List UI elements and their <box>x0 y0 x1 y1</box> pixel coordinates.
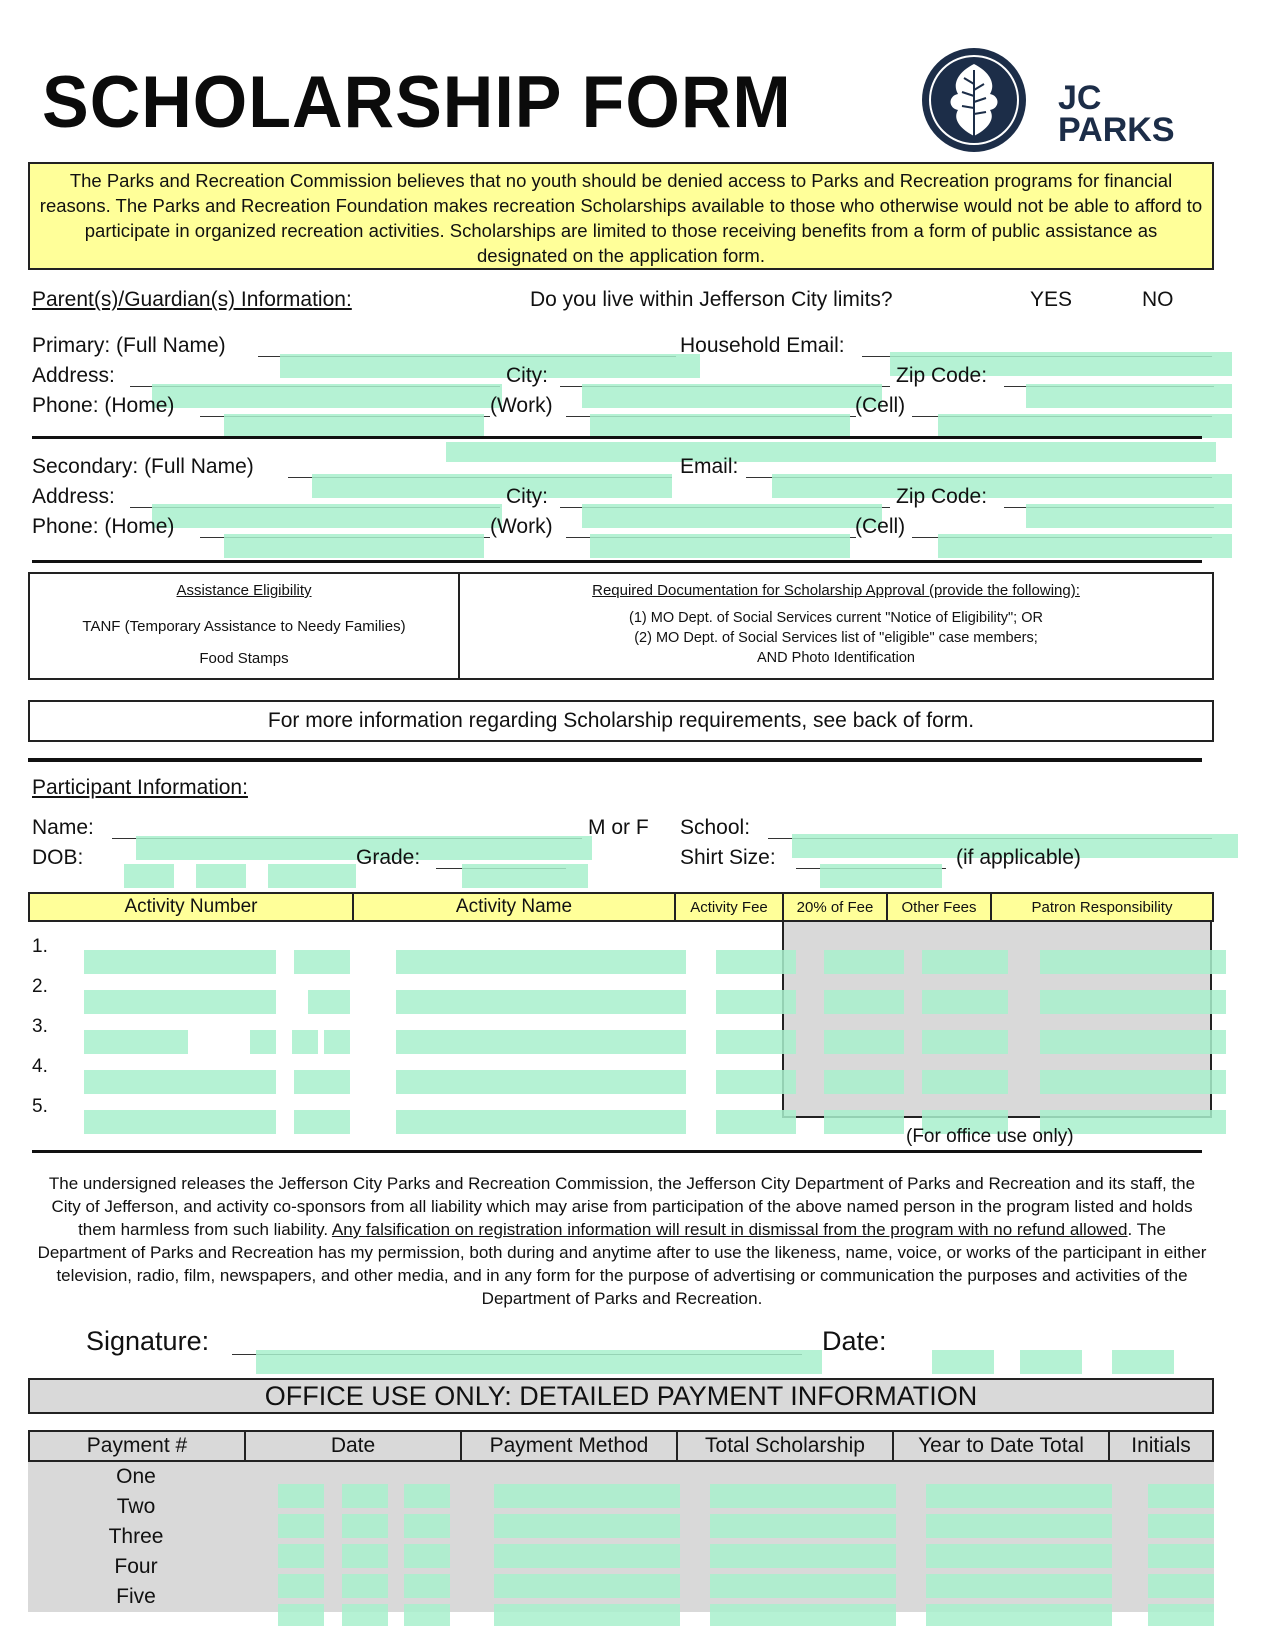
twenty-percent-field[interactable] <box>824 1110 904 1134</box>
total-scholarship-field[interactable] <box>710 1574 896 1598</box>
activity-name-field[interactable] <box>396 990 686 1014</box>
gender-label: M or F <box>588 816 649 839</box>
row-number: 3. <box>32 1016 48 1037</box>
secondary-name-field[interactable] <box>312 474 672 498</box>
secondary-phone-work-field[interactable] <box>590 534 850 558</box>
secondary-zip-field[interactable] <box>1026 504 1232 528</box>
school-label: School: <box>680 816 751 839</box>
primary-phone-home-label: Phone: (Home) <box>32 394 175 417</box>
logo-line-jc: JC <box>1058 79 1102 117</box>
row-number: 1. <box>32 936 48 957</box>
activity-number-field[interactable] <box>84 990 276 1014</box>
secondary-email-label: Email: <box>680 455 739 478</box>
payment-row-label: One <box>116 1465 156 1488</box>
logo-line-parks: PARKS <box>1058 111 1175 149</box>
city-limits-question: Do you live within Jefferson City limits? <box>530 288 893 311</box>
liability-release-text <box>32 1172 1212 1310</box>
primary-work-label: (Work) <box>490 394 553 417</box>
grade-field[interactable] <box>462 864 588 888</box>
primary-zip-label: Zip Code: <box>896 364 988 387</box>
activity-section-field[interactable] <box>294 950 350 974</box>
documentation-item: (2) MO Dept. of Social Services list of "eligible" case members; <box>634 630 1038 646</box>
secondary-work-label: (Work) <box>490 515 553 538</box>
secondary-phone-cell-field[interactable] <box>938 534 1232 558</box>
payment-date-field[interactable] <box>404 1604 450 1626</box>
office-use-title: OFFICE USE ONLY: DETAILED PAYMENT INFORMATION <box>28 1378 1214 1414</box>
payment-date-field[interactable] <box>404 1574 450 1598</box>
activity-name-field[interactable] <box>396 1030 686 1054</box>
dob-month-field[interactable] <box>124 864 174 888</box>
activity-name-field[interactable] <box>396 1070 686 1094</box>
documentation-list <box>460 608 1212 668</box>
other-fees-field[interactable] <box>922 990 1008 1014</box>
secondary-city-label: City: <box>506 485 548 508</box>
participant-name-label: Name: <box>32 816 94 839</box>
payment-date-field[interactable] <box>342 1604 388 1626</box>
media-permission-text: . The Department of Parks and Recreation has my permission, both during and anytime after to use the likeness, name, voice, or works of the participant in either television, radio, film, newspapers, and other media, and in any form for the purpose of advertising or communication the purposes and activities of the Department of Parks and Recreation. <box>37 1220 1207 1308</box>
documentation-item: (1) MO Dept. of Social Services current "Notice of Eligibility"; OR <box>628 610 1043 626</box>
patron-responsibility-field[interactable] <box>1040 950 1226 974</box>
eligibility-item: Food Stamps <box>199 650 289 667</box>
section-divider <box>28 758 1202 762</box>
participant-heading: Participant Information: <box>32 776 248 799</box>
payment-table-header <box>28 1430 1214 1462</box>
office-use-note: (For office use only) <box>906 1126 1074 1147</box>
patron-responsibility-field[interactable] <box>1040 1030 1226 1054</box>
row-number: 4. <box>32 1056 48 1077</box>
secondary-zip-label: Zip Code: <box>896 485 988 508</box>
col-payment-date: Date <box>246 1432 462 1460</box>
activity-number-field[interactable] <box>84 950 276 974</box>
household-email-label: Household Email: <box>680 334 845 357</box>
activity-section-field[interactable] <box>324 1030 350 1054</box>
activity-number-field[interactable] <box>84 1070 276 1094</box>
payment-date-field[interactable] <box>342 1514 388 1538</box>
activity-number-field[interactable] <box>84 1030 188 1054</box>
extra-field-row[interactable] <box>446 442 1216 462</box>
year-to-date-field[interactable] <box>926 1574 1112 1598</box>
documentation-item: AND Photo Identification <box>757 650 915 666</box>
activity-table-header <box>28 892 1214 922</box>
initials-field[interactable] <box>1148 1574 1214 1598</box>
signature-label: Signature: <box>86 1326 210 1356</box>
payment-date-field[interactable] <box>404 1484 450 1508</box>
payment-method-field[interactable] <box>494 1544 680 1568</box>
secondary-address-label: Address: <box>32 485 115 508</box>
payment-date-field[interactable] <box>404 1544 450 1568</box>
other-fees-field[interactable] <box>922 1030 1008 1054</box>
secondary-cell-label: (Cell) <box>855 515 906 538</box>
activity-fee-field[interactable] <box>716 1070 796 1094</box>
col-other-fees: Other Fees <box>888 894 992 920</box>
secondary-city-field[interactable] <box>582 504 882 528</box>
total-scholarship-field[interactable] <box>710 1514 896 1538</box>
signature-date-day[interactable] <box>1020 1350 1082 1374</box>
signature-date-year[interactable] <box>1112 1350 1174 1374</box>
other-fees-field[interactable] <box>922 950 1008 974</box>
section-divider <box>32 560 1202 563</box>
other-fees-field[interactable] <box>922 1070 1008 1094</box>
signature-field[interactable] <box>256 1350 822 1374</box>
col-year-to-date: Year to Date Total <box>894 1432 1110 1460</box>
col-activity-number: Activity Number <box>30 894 354 920</box>
col-patron-responsibility: Patron Responsibility <box>1031 898 1173 916</box>
primary-address-field[interactable] <box>152 384 502 408</box>
dob-day-field[interactable] <box>196 864 246 888</box>
form-title: SCHOLARSHIP FORM <box>42 61 792 143</box>
activity-name-field[interactable] <box>396 950 686 974</box>
guardian-heading: Parent(s)/Guardian(s) Information: <box>32 288 352 311</box>
dob-label: DOB: <box>32 846 84 869</box>
dob-year-field[interactable] <box>268 864 356 888</box>
signature-date-month[interactable] <box>932 1350 994 1374</box>
primary-zip-field[interactable] <box>1026 384 1232 408</box>
twenty-percent-field[interactable] <box>824 1070 904 1094</box>
more-info-box: For more information regarding Scholarship requirements, see back of form. <box>28 700 1214 742</box>
shirt-size-field[interactable] <box>820 864 942 888</box>
payment-date-field[interactable] <box>342 1484 388 1508</box>
activity-section-field[interactable] <box>292 1030 318 1054</box>
primary-name-field[interactable] <box>280 354 700 378</box>
total-scholarship-field[interactable] <box>710 1484 896 1508</box>
payment-method-field[interactable] <box>494 1604 680 1626</box>
initials-field[interactable] <box>1148 1514 1214 1538</box>
secondary-address-field[interactable] <box>152 504 502 528</box>
eligibility-item: TANF (Temporary Assistance to Needy Families) <box>82 618 406 635</box>
payment-date-field[interactable] <box>278 1514 324 1538</box>
twenty-percent-field[interactable] <box>824 950 904 974</box>
payment-method-field[interactable] <box>494 1574 680 1598</box>
col-payment-method: Payment Method <box>462 1432 678 1460</box>
secondary-name-label: Secondary: (Full Name) <box>32 455 254 478</box>
primary-phone-cell-field[interactable] <box>938 414 1232 438</box>
initials-field[interactable] <box>1148 1484 1214 1508</box>
payment-method-field[interactable] <box>494 1514 680 1538</box>
payment-row-label: Two <box>116 1495 156 1518</box>
activity-fee-field[interactable] <box>716 950 796 974</box>
payment-method-field[interactable] <box>494 1484 680 1508</box>
row-number: 2. <box>32 976 48 997</box>
total-scholarship-field[interactable] <box>710 1544 896 1568</box>
primary-address-label: Address: <box>32 364 115 387</box>
section-divider <box>32 1150 1202 1153</box>
row-number: 5. <box>32 1096 48 1117</box>
primary-city-label: City: <box>506 364 548 387</box>
col-activity-name: Activity Name <box>354 894 676 920</box>
col-payment-number: Payment # <box>30 1432 246 1460</box>
activity-fee-field[interactable] <box>716 990 796 1014</box>
falsification-warning: Any falsification on registration information will result in dismissal from the program with no refund allowed <box>331 1220 1128 1239</box>
date-label: Date: <box>822 1326 887 1356</box>
payment-row-label: Three <box>108 1525 164 1548</box>
section-divider <box>32 436 1202 439</box>
col-total-scholarship: Total Scholarship <box>678 1432 894 1460</box>
payment-date-field[interactable] <box>278 1484 324 1508</box>
initials-field[interactable] <box>1148 1604 1214 1626</box>
primary-phone-home-field[interactable] <box>224 414 484 438</box>
activity-fee-field[interactable] <box>716 1110 796 1134</box>
grade-label: Grade: <box>356 846 421 869</box>
payment-date-field[interactable] <box>342 1574 388 1598</box>
activity-number-field[interactable] <box>84 1110 276 1134</box>
patron-responsibility-field[interactable] <box>1040 1070 1226 1094</box>
payment-date-field[interactable] <box>404 1514 450 1538</box>
documentation-heading: Required Documentation for Scholarship Approval (provide the following): <box>592 582 1080 599</box>
twenty-percent-field[interactable] <box>824 1030 904 1054</box>
year-to-date-field[interactable] <box>926 1484 1112 1508</box>
secondary-email-field[interactable] <box>772 474 1232 498</box>
activity-section-field[interactable] <box>294 1070 350 1094</box>
col-activity-fee: Activity Fee <box>676 894 784 920</box>
liability-text: The undersigned releases the Jefferson City Parks and Recreation Commission, the Jefferson City Department of Parks and Recreation and its staff, the City of Jefferson, and activity co-sponsors from all liability which may arise from participation of the above named person in the program listed and holds them harmless from such liability. <box>48 1174 1196 1239</box>
activity-number-field[interactable] <box>250 1030 276 1054</box>
payment-date-field[interactable] <box>342 1544 388 1568</box>
secondary-phone-home-field[interactable] <box>224 534 484 558</box>
activity-section-field[interactable] <box>308 990 350 1014</box>
col-initials: Initials <box>1131 1434 1191 1457</box>
primary-city-field[interactable] <box>582 384 882 408</box>
twenty-percent-field[interactable] <box>824 990 904 1014</box>
activity-section-field[interactable] <box>294 1110 350 1134</box>
primary-phone-work-field[interactable] <box>590 414 850 438</box>
shirt-size-label: Shirt Size: <box>680 846 776 869</box>
year-to-date-field[interactable] <box>926 1514 1112 1538</box>
oak-leaf-icon <box>918 44 1046 156</box>
eligibility-heading: Assistance Eligibility <box>176 582 312 599</box>
no-option[interactable]: NO <box>1142 288 1174 311</box>
activity-name-field[interactable] <box>396 1110 686 1134</box>
intro-box: The Parks and Recreation Commission believes that no youth should be denied access to Parks and Recreation programs for financial reasons. The Parks and Recreation Foundation makes recreation Scholarships available to those who otherwise would not be able to afford to participate in organized recreation activities. Scholarships are limited to those receiving benefits from a form of public assistance as designated on the application form. <box>28 162 1214 270</box>
col-twenty-percent: 20% of Fee <box>784 894 888 920</box>
year-to-date-field[interactable] <box>926 1604 1112 1626</box>
if-applicable-note: (if applicable) <box>956 846 1081 869</box>
total-scholarship-field[interactable] <box>710 1604 896 1626</box>
patron-responsibility-field[interactable] <box>1040 990 1226 1014</box>
payment-date-field[interactable] <box>278 1574 324 1598</box>
payment-date-field[interactable] <box>278 1544 324 1568</box>
year-to-date-field[interactable] <box>926 1544 1112 1568</box>
yes-option[interactable]: YES <box>1030 288 1073 311</box>
logo-text <box>1058 79 1175 149</box>
primary-name-label: Primary: (Full Name) <box>32 334 226 357</box>
activity-fee-field[interactable] <box>716 1030 796 1054</box>
payment-row-label: Four <box>114 1555 158 1578</box>
secondary-phone-home-label: Phone: (Home) <box>32 515 175 538</box>
primary-cell-label: (Cell) <box>855 394 906 417</box>
payment-date-field[interactable] <box>278 1604 324 1626</box>
initials-field[interactable] <box>1148 1544 1214 1568</box>
payment-row-label: Five <box>116 1585 156 1608</box>
